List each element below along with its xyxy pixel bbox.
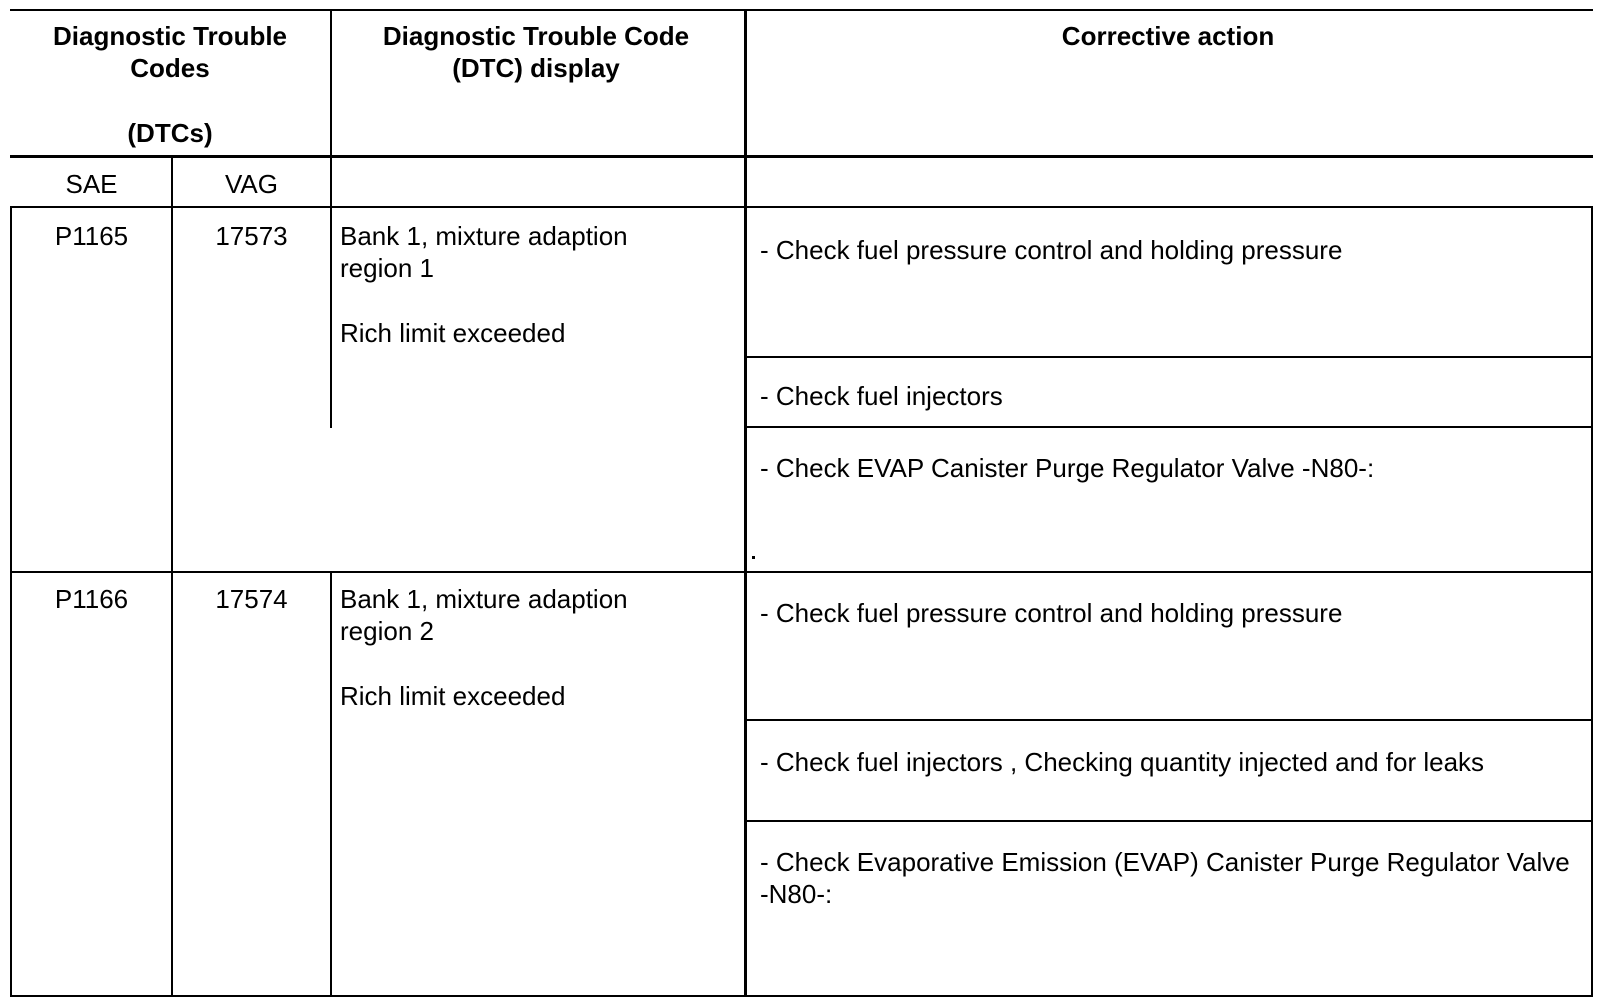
- sae-code: P1166: [54, 584, 129, 614]
- display-text: Bank 1, mixture adaption region 1: [340, 221, 628, 283]
- subheader-divider: [10, 206, 1593, 208]
- sae-vag-divider: [171, 155, 173, 997]
- corrective-action-item: - Check Evaporative Emission (EVAP) Canister Purge Regulator Valve -N80-:: [760, 847, 1570, 909]
- corrective-action-item: - Check fuel injectors: [760, 381, 1003, 411]
- stray-dot: [752, 556, 755, 559]
- vag-code: 17573: [215, 221, 288, 251]
- header-dtc-codes: Diagnostic Trouble Codes: [52, 21, 288, 83]
- display-status: Rich limit exceeded: [340, 681, 566, 711]
- header-corrective-action: Corrective action: [1061, 21, 1275, 51]
- action-divider: [745, 426, 1593, 428]
- vag-code: 17574: [215, 584, 288, 614]
- table-top-border: [10, 9, 1593, 11]
- display-status: Rich limit exceeded: [340, 318, 566, 348]
- header-divider: [10, 155, 1593, 158]
- header-sae: SAE: [65, 169, 118, 199]
- header-dtc-display: Diagnostic Trouble Code (DTC) display: [382, 21, 690, 83]
- row-divider: [10, 571, 1593, 573]
- display-text: Bank 1, mixture adaption region 2: [340, 584, 628, 646]
- action-divider: [745, 356, 1593, 358]
- corrective-action-item: - Check fuel pressure control and holding pressure: [760, 598, 1343, 628]
- codes-display-divider: [330, 571, 332, 997]
- action-divider: [745, 820, 1593, 822]
- action-divider: [745, 719, 1593, 721]
- corrective-action-item: - Check EVAP Canister Purge Regulator Valve -N80-:: [760, 453, 1375, 483]
- corrective-action-item: - Check fuel pressure control and holding pressure: [760, 235, 1343, 265]
- display-action-divider: [744, 9, 747, 997]
- corrective-action-item: - Check fuel injectors , Checking quantity injected and for leaks: [760, 747, 1485, 777]
- sae-code: P1165: [54, 221, 129, 251]
- codes-display-divider: [330, 9, 332, 428]
- table-right-border: [1591, 206, 1593, 997]
- header-dtc-codes-abbr: (DTCs): [127, 118, 213, 148]
- header-vag: VAG: [225, 169, 278, 199]
- table-bottom-border: [10, 995, 1593, 997]
